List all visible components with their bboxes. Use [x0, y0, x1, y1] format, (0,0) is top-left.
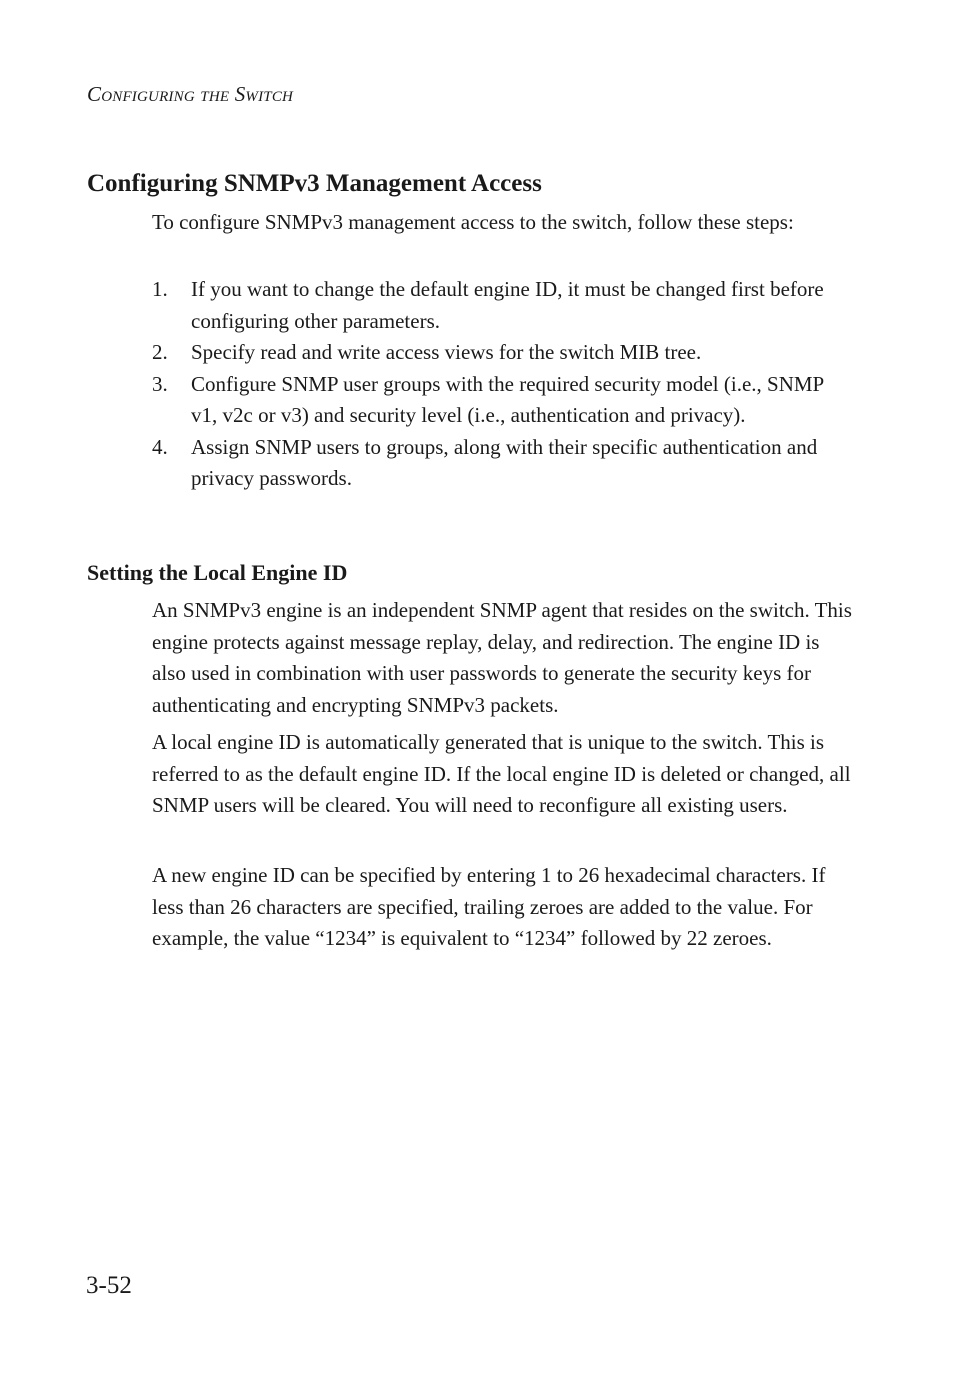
step-number: 1.	[152, 277, 168, 301]
body-paragraph-block	[152, 727, 852, 822]
step-item	[152, 274, 852, 337]
step-text: Configure SNMP user groups with the required security model (i.e., SNMP v1, v2c or v3) and security level (i.e., authentication and privacy).	[191, 371, 824, 427]
step-text: Assign SNMP users to groups, along with their specific authentication and privacy passwords.	[191, 434, 818, 490]
running-header: Configuring the Switch	[87, 82, 294, 106]
step-number: 2.	[152, 340, 168, 364]
step-text: Specify read and write access views for the switch MIB tree.	[191, 340, 702, 364]
body-paragraph-block	[152, 595, 852, 721]
step-item	[152, 337, 852, 369]
step-number: 3.	[152, 371, 168, 396]
steps-list	[152, 274, 852, 495]
body-paragraph: A local engine ID is automatically generated that is unique to the switch. This is referred to as the default engine ID. If the local engine ID is deleted or changed, all SNMP users will be cleared. You will need to reconfigure all existing users.	[152, 730, 851, 817]
step-item	[152, 432, 852, 495]
body-paragraph: A new engine ID can be specified by entering 1 to 26 hexadecimal characters. If less than 26 characters are specified, trailing zeroes are added to the value. For example, the value “1234” is equivalent to “1234” followed by 22 zeroes.	[152, 863, 826, 950]
step-number: 4.	[152, 434, 168, 459]
step-item	[152, 369, 852, 432]
step-text: If you want to change the default engine ID, it must be changed first before configuring other parameters.	[191, 277, 824, 333]
intro-paragraph: To configure SNMPv3 management access to the switch, follow these steps:	[152, 210, 794, 234]
page-number: 3-52	[86, 1272, 132, 1299]
section-heading: Configuring SNMPv3 Management Access	[87, 170, 542, 197]
section-intro	[152, 207, 852, 239]
body-paragraph-block	[152, 860, 852, 955]
body-paragraph: An SNMPv3 engine is an independent SNMP agent that resides on the switch. This engine protects against message replay, delay, and redirection. The engine ID is also used in combination with user passwords to generate the security keys for authenticating and encrypting SNMPv3 packets.	[152, 598, 852, 717]
subsection-heading: Setting the Local Engine ID	[87, 560, 348, 585]
